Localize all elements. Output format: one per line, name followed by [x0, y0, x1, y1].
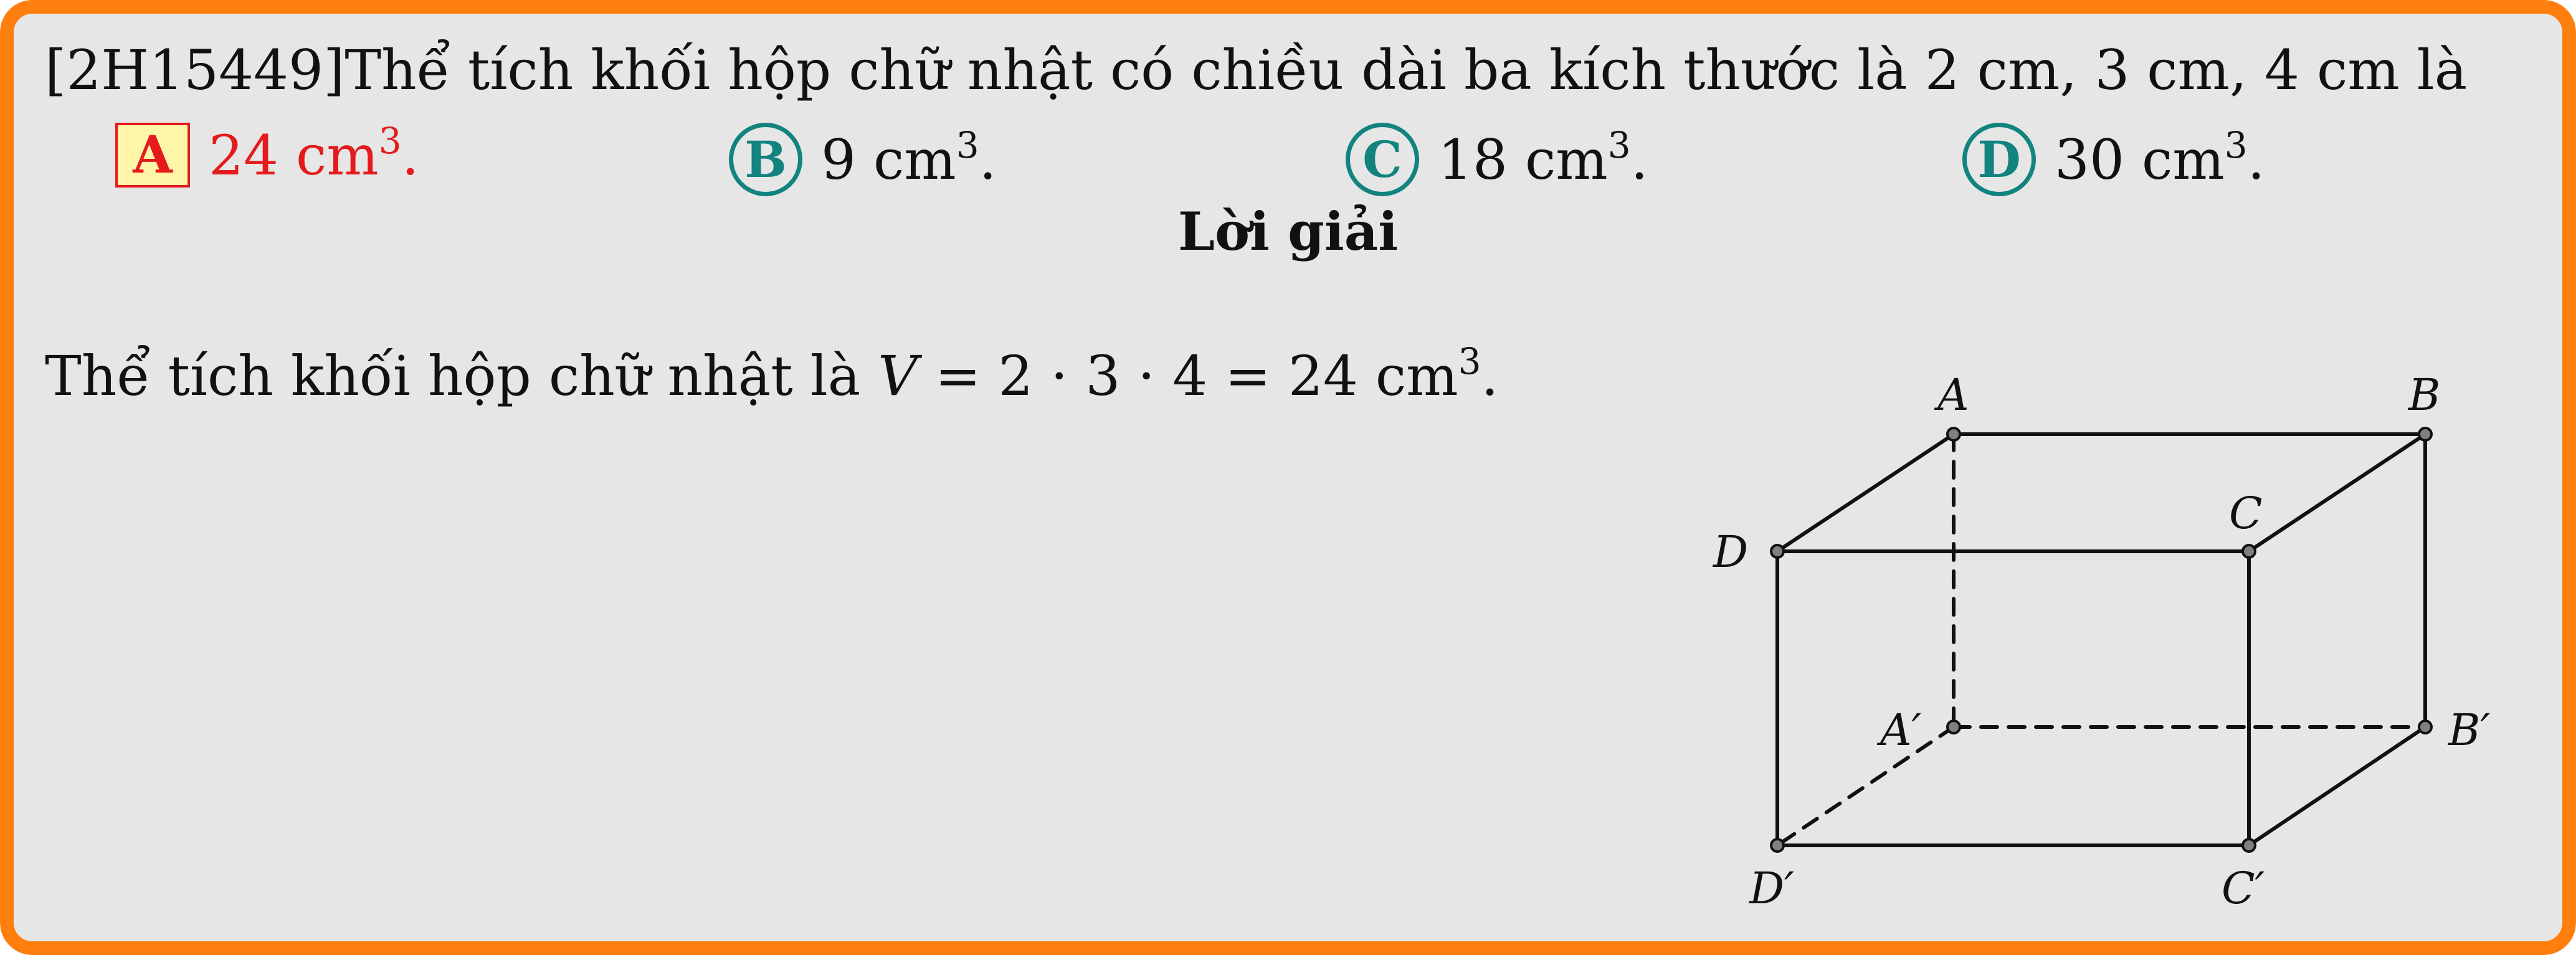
choice-c-badge: C [1346, 123, 1419, 196]
label-c: C [2229, 488, 2263, 539]
label-a1: A′ [1880, 705, 1922, 756]
question-id: [2H15449] [45, 38, 345, 102]
label-d: D [1713, 526, 1749, 577]
choice-b-badge: B [729, 123, 802, 196]
edge-b-c [2249, 434, 2425, 551]
point-c [2243, 545, 2255, 558]
choice-d-text: 30 $cm^3$. [2055, 123, 2265, 192]
choice-c-text: 18 $cm^3$. [1438, 123, 1648, 192]
solution-heading: Lời giải [1177, 201, 1399, 262]
point-b [2419, 428, 2431, 440]
point-c1 [2243, 839, 2255, 852]
choice-a-badge: A [115, 123, 190, 188]
edge-c1-b1 [2249, 727, 2425, 845]
question-text: Thể tích khối hộp chữ nhật có chiều dài ba kích thước là 2 cm, 3 cm, 4 cm là [345, 38, 2468, 102]
point-a1 [1947, 721, 1960, 733]
label-b: B [2408, 369, 2441, 420]
solution-text: Thể tích khối hộp chữ nhật là V = 2 · 3 · 4 = 24 $cm^3$. [45, 340, 1499, 408]
point-d [1771, 545, 1784, 558]
edge-a1-d1 [1777, 727, 1954, 845]
choice-b-text: 9 $cm^3$. [821, 123, 997, 192]
label-a: A [1937, 369, 1969, 420]
edge-a-d [1777, 434, 1954, 551]
point-a [1947, 428, 1960, 440]
label-b1: B′ [2448, 705, 2491, 756]
label-c1: C′ [2222, 863, 2265, 914]
choice-d-badge: D [1962, 123, 2036, 196]
label-d1: D′ [1749, 863, 1795, 914]
point-b1 [2419, 721, 2431, 733]
choice-a-text: 24 $cm^3$. [209, 119, 419, 188]
volume-variable: V [878, 344, 918, 408]
point-d1 [1771, 839, 1784, 852]
